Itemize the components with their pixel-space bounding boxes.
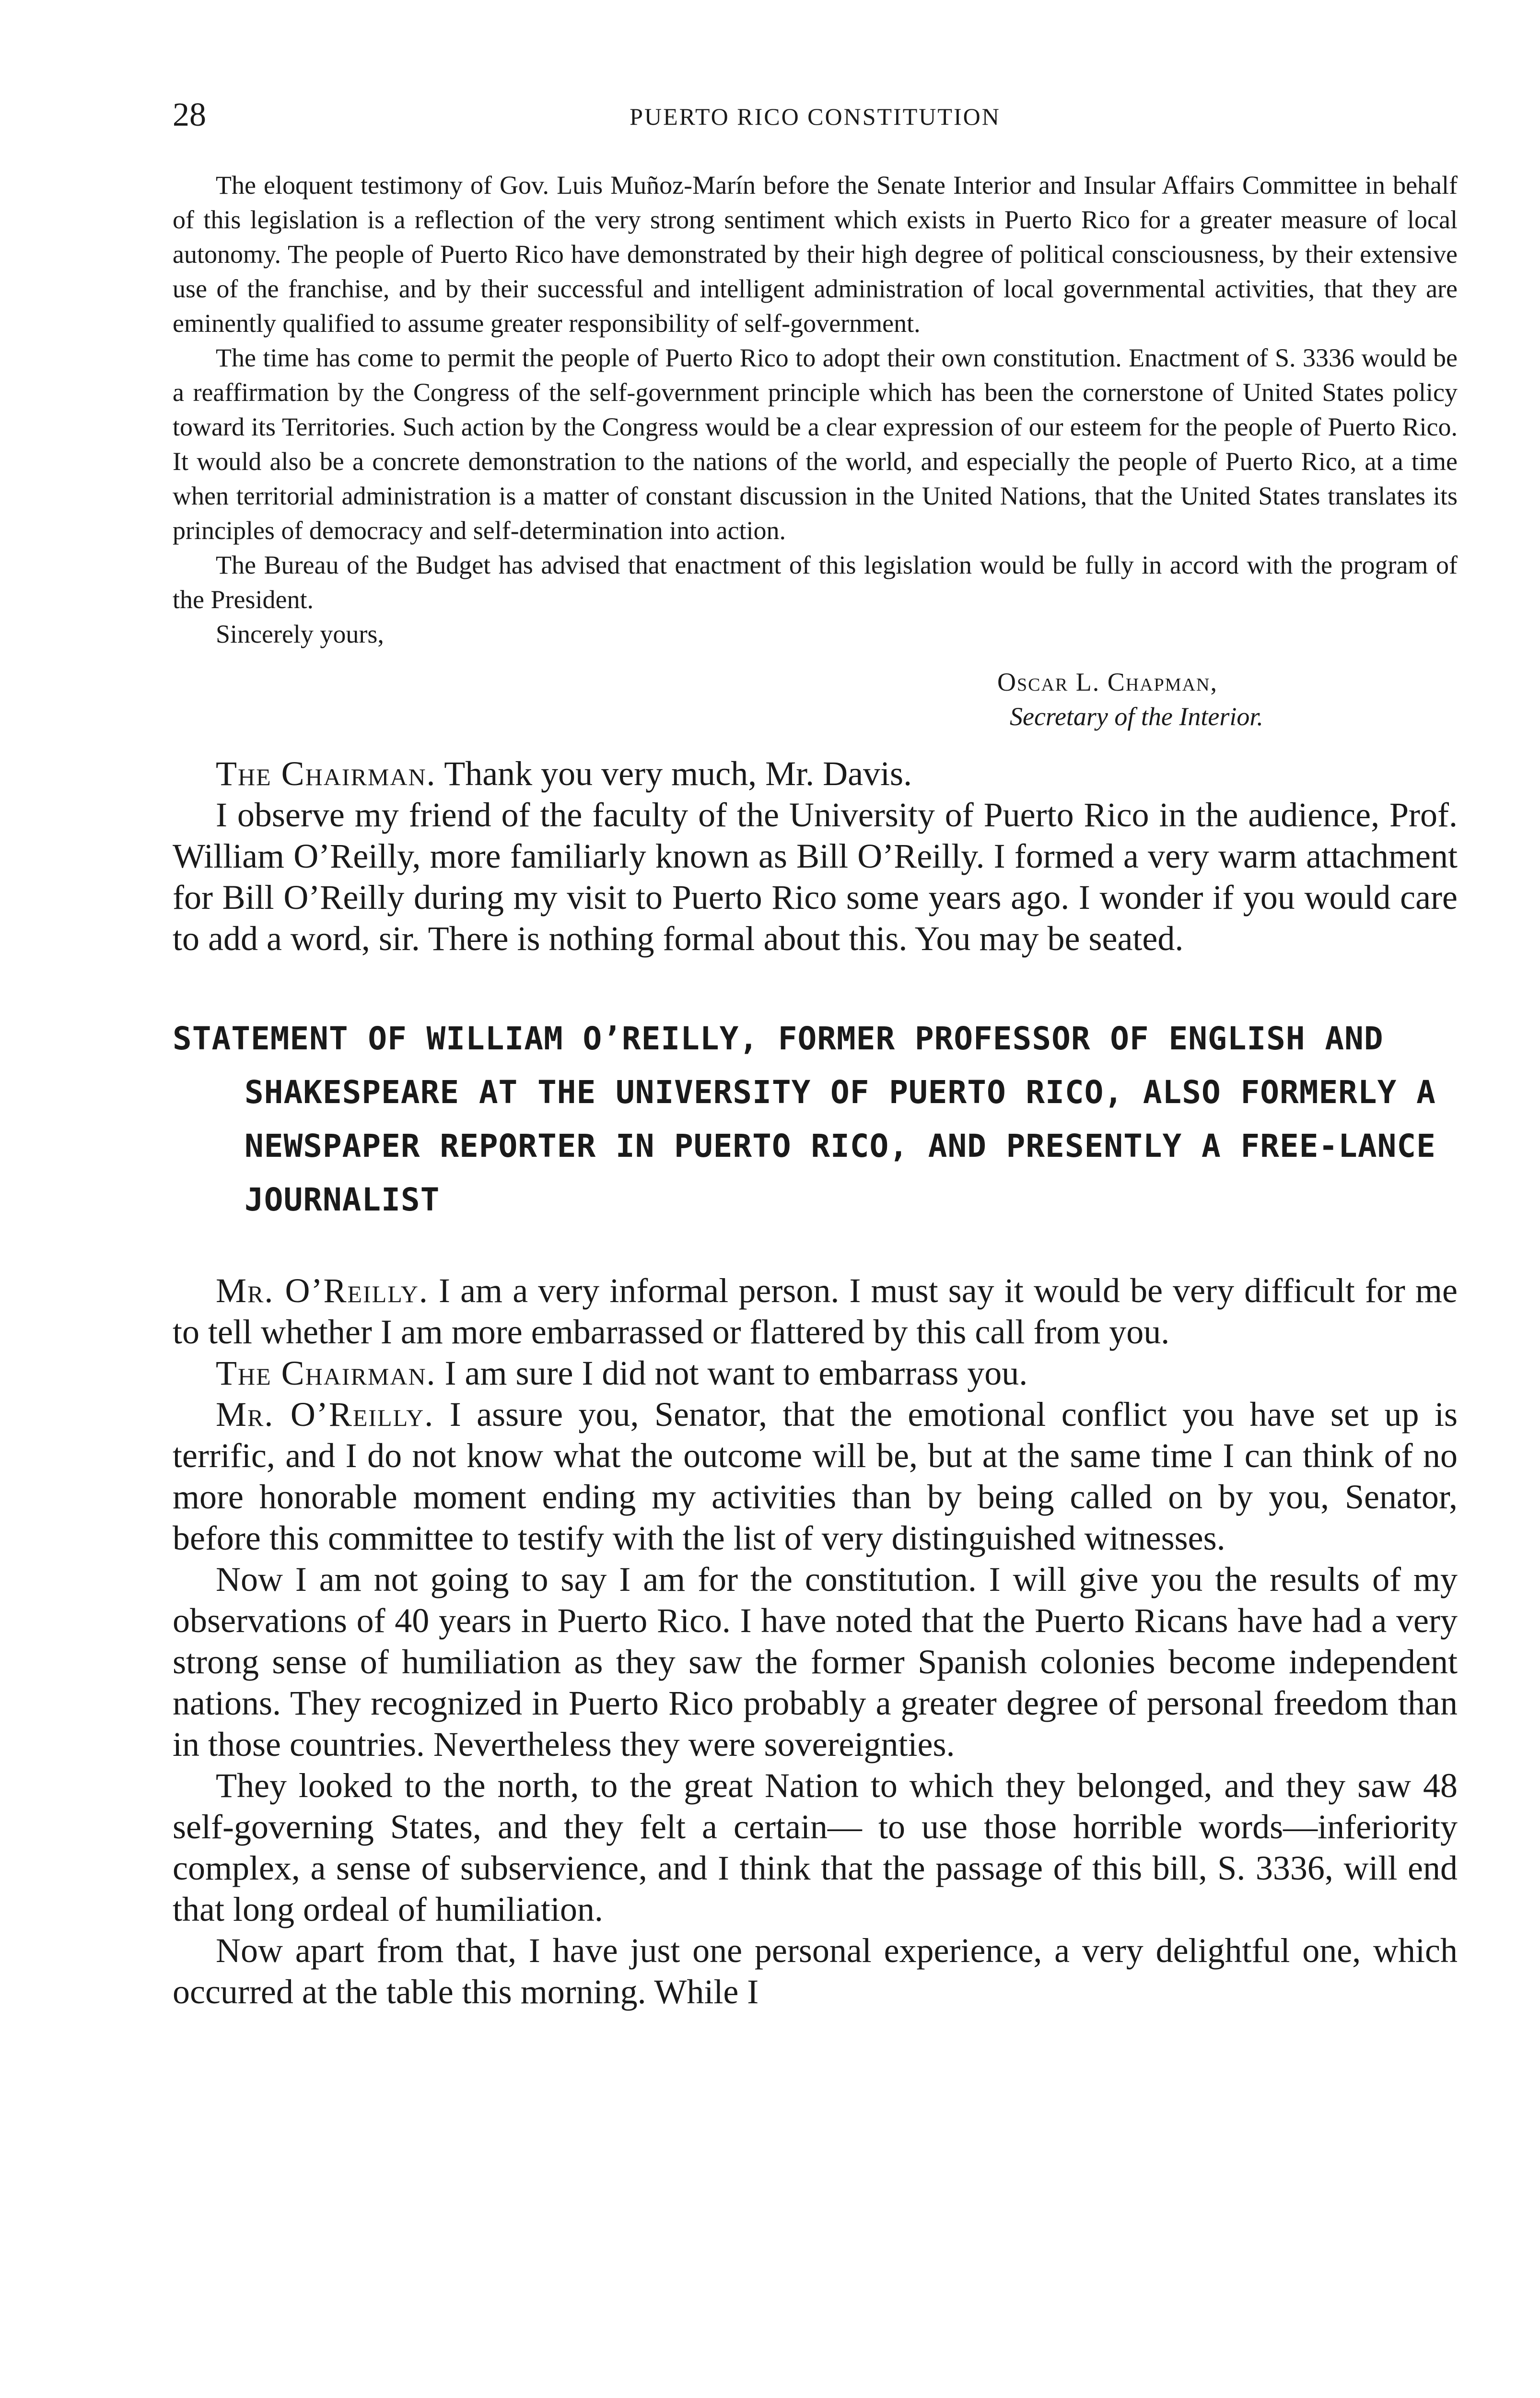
speaker-name: Mr. O’Reilly. bbox=[216, 1271, 429, 1310]
running-title: PUERTO RICO CONSTITUTION bbox=[630, 103, 1001, 130]
letter-closing: Sincerely yours, bbox=[216, 620, 384, 648]
speech-text: Thank you very much, Mr. Davis. bbox=[436, 754, 912, 793]
speech-text: Now I am not going to say I am for the constitution. I will give you the results of my observations of 40 years in Puerto Rico. I have noted that the Puerto Ricans have had a very strong sense of humiliation as they saw the former Spanish colonies become independent nations. They recognized in Puerto Rico probably a greater degree of personal freedom than in those countries. Nevertheless they were sovereignties. bbox=[173, 1560, 1458, 1763]
letter-paragraph: The time has come to permit the people of Puerto Rico to adopt their own constitution. Enactment of S. 3336 would be a reaffirmation by the Congress of the self-government principle which has been the cornerstone of United States policy toward its Territories. Such action by the Congress would be a clear expression of our esteem for the people of Puerto Rico. It would also be a concrete demonstration to the nations of the world, and especially the people of Puerto Rico, at a time when territorial administration is a matter of constant discussion in the United Nations, that the United States translates its principles of democracy and self-determination into action. bbox=[173, 343, 1458, 545]
testimony-paragraph bbox=[173, 1930, 1458, 2012]
speech-text: Now apart from that, I have just one personal experience, a very delightful one, which occurred at the table this morning. While I bbox=[173, 1931, 1458, 2011]
letter-paragraph: The Bureau of the Budget has advised that enactment of this legislation would be fully in accord with the program of the President. bbox=[173, 551, 1458, 614]
page-number: 28 bbox=[173, 96, 206, 133]
testimony-paragraph bbox=[173, 1394, 1458, 1559]
testimony-paragraph bbox=[173, 1765, 1458, 1930]
signature-name: Oscar L. Chapman, bbox=[997, 668, 1218, 696]
letter-body bbox=[173, 168, 1458, 651]
speech-text: I am sure I did not want to embarrass you. bbox=[436, 1354, 1028, 1392]
speech-text: I am a very informal person. I must say it would be very difficult for me to tell whether I am more embarrassed or flattered by this call from you. bbox=[173, 1271, 1458, 1351]
letter-paragraph: The eloquent testimony of Gov. Luis Muñoz-Marín before the Senate Interior and Insular Affairs Committee in behalf of this legislation is a reflection of the very strong sentiment which exists in Puerto Rico for a greater measure of local autonomy. The people of Puerto Rico have demonstrated by their high degree of political consciousness, by their extensive use of the franchise, and by their successful and intelligent administration of local governmental activities, that they are eminently qualified to assume greater responsibility of self-government. bbox=[173, 171, 1458, 338]
signature-title: Secretary of the Interior. bbox=[1010, 702, 1263, 731]
speaker-name: The Chairman. bbox=[216, 754, 436, 793]
speaker-name: Mr. O’Reilly. bbox=[216, 1395, 434, 1434]
signature-block bbox=[997, 665, 1458, 734]
speech-text: I assure you, Senator, that the emotional conflict you have set up is terrific, and I do not know what the outcome will be, but at the same time I can think of no more honorable moment ending my activities than by being called on by you, Senator, before this committee to testify with the list of very distinguished witnesses. bbox=[173, 1395, 1458, 1557]
testimony-paragraph bbox=[173, 1559, 1458, 1765]
testimony-paragraph bbox=[173, 1352, 1458, 1394]
document-page bbox=[173, 96, 1458, 2012]
speech-text: I observe my friend of the faculty of the University of Puerto Rico in the audience, Prof. William O’Reilly, more familiarly known as Bill O’Reilly. I formed a very warm attachment for Bill O’Reilly during my visit to Puerto Rico some years ago. I wonder if you would care to add a word, sir. There is nothing formal about this. You may be seated. bbox=[173, 796, 1458, 958]
speech-text: They looked to the north, to the great Nation to which they belonged, and they saw 48 self-governing States, and they felt a certain— to use those horrible words—inferiority complex, a sense of subservience, and I think that the passage of this bill, S. 3336, will end that long ordeal of humiliation. bbox=[173, 1766, 1458, 1928]
speaker-name: The Chairman. bbox=[216, 1354, 436, 1392]
testimony-paragraph bbox=[173, 1270, 1458, 1352]
statement-heading: STATEMENT OF WILLIAM O’REILLY, FORMER PROFESSOR OF ENGLISH AND SHAKESPEARE AT THE UNIVERSITY OF PUERTO RICO, ALSO FORMERLY A NEWSPAPER REPORTER IN PUERTO RICO, AND PRESENTLY A FREE-LANCE JOURNALIST bbox=[173, 1020, 1436, 1218]
page-header bbox=[173, 96, 1458, 168]
testimony-chairman bbox=[173, 753, 1458, 959]
testimony-paragraph bbox=[173, 753, 1458, 794]
testimony-paragraph bbox=[173, 794, 1458, 959]
testimony-oreilly bbox=[173, 1270, 1458, 2012]
